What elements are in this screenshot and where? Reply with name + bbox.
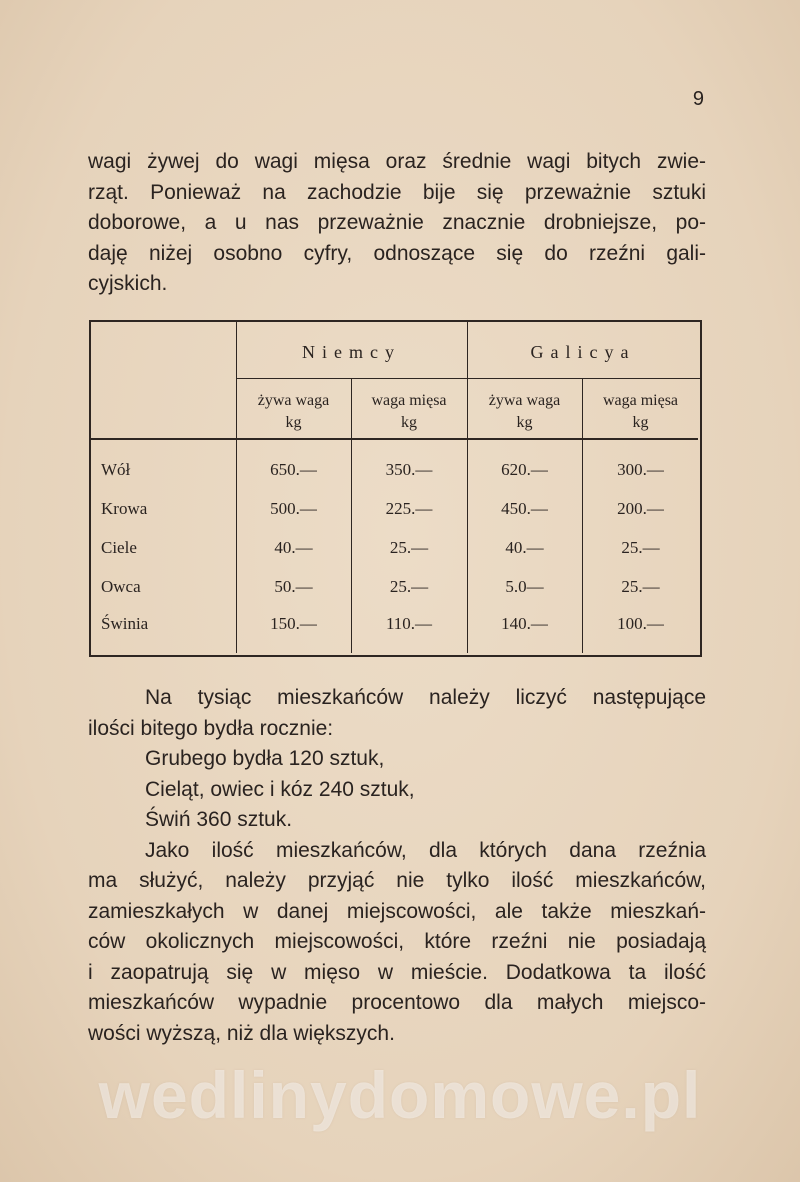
text-line: ma służyć, należy przyjąć nie tylko ilość mieszkańców, bbox=[88, 869, 706, 892]
table-cell: 140.— bbox=[501, 614, 548, 633]
table-cell: 300.— bbox=[617, 460, 664, 479]
text-line: Na tysiąc mieszkańców należy liczyć następujące bbox=[145, 686, 706, 709]
watermark: wedlinydomowe.pl bbox=[98, 1058, 702, 1132]
subheader-unit: kg bbox=[285, 414, 302, 431]
row-label-wol: Wół bbox=[101, 460, 131, 479]
text-line: wagi żywej do wagi mięsa oraz średnie wagi bitych zwie- bbox=[88, 150, 706, 173]
table-cell: 50.— bbox=[274, 577, 313, 596]
text-line: zamieszkałych w danej miejscowości, ale także mieszkań- bbox=[88, 899, 706, 923]
row-label-swinia: Świnia bbox=[101, 614, 149, 633]
text-line: ilości bitego bydła rocznie: bbox=[88, 716, 334, 740]
table-cell: 100.— bbox=[617, 614, 664, 633]
paragraph-main bbox=[88, 683, 706, 1049]
text-line: ców okolicznych miejscowości, które rzeźni nie posiadają bbox=[88, 930, 706, 953]
subheader-line: waga mięsa bbox=[602, 392, 679, 409]
subheader-unit: kg bbox=[516, 414, 533, 431]
table-cell: 225.— bbox=[385, 499, 433, 518]
subheader-cell bbox=[467, 390, 582, 434]
subheader-unit: kg bbox=[632, 414, 649, 431]
subheader-cell bbox=[236, 390, 351, 434]
table-cell: 25.— bbox=[621, 577, 660, 596]
text-line: rząt. Ponieważ na zachodzie bije się przeważnie sztuki bbox=[88, 180, 706, 204]
table-rule bbox=[91, 438, 698, 440]
text-line: cyjskich. bbox=[88, 272, 168, 295]
subheader-unit: kg bbox=[401, 414, 417, 431]
text-line: Grubego bydła 120 sztuk, bbox=[145, 747, 385, 770]
table-cell: 200.— bbox=[617, 499, 664, 518]
table-cell: 450.— bbox=[501, 499, 548, 518]
table-cell: 25.— bbox=[389, 538, 429, 557]
text-line: mieszkańców wypadnie procentowo dla małych miejsco- bbox=[88, 991, 706, 1014]
row-label-owca: Owca bbox=[101, 577, 141, 596]
text-line: Cieląt, owiec i kóz 240 sztuk, bbox=[145, 777, 415, 801]
text-line: Jako ilość mieszkańców, dla których dana rzeźnia bbox=[145, 838, 706, 862]
text-line: doborowe, a u nas przeważnie znacznie drobniejsze, po- bbox=[88, 211, 706, 234]
table-rule bbox=[236, 322, 237, 653]
table-cell: 40.— bbox=[274, 538, 313, 557]
subheader-line: waga mięsa bbox=[371, 392, 447, 409]
table-cell: 25.— bbox=[621, 538, 660, 557]
paragraph-intro bbox=[88, 147, 706, 300]
row-label-ciele: Ciele bbox=[101, 538, 137, 557]
header-niemcy: Niemcy bbox=[302, 342, 401, 362]
text-line: Świń 360 sztuk. bbox=[145, 808, 293, 831]
text-line: i zaopatrują się w mięso w mieście. Dodatkowa ta ilość bbox=[88, 960, 706, 984]
text-line: wości wyższą, niż dla większych. bbox=[88, 1021, 395, 1045]
table-cell: 150.— bbox=[270, 614, 317, 633]
subheader-cell bbox=[351, 390, 467, 434]
weights-table bbox=[89, 320, 702, 657]
table-cell: 350.— bbox=[385, 460, 433, 479]
subheader-cell bbox=[582, 390, 699, 434]
table-cell: 5.0— bbox=[505, 577, 544, 596]
text-line: daję niżej osobno cyfry, odnoszące się do rzeźni gali- bbox=[88, 241, 706, 265]
page-number: 9 bbox=[692, 88, 704, 110]
table-cell: 650.— bbox=[270, 460, 317, 479]
table-cell: 25.— bbox=[389, 577, 429, 596]
table-rule bbox=[236, 378, 700, 379]
table-cell: 500.— bbox=[270, 499, 317, 518]
table-cell: 40.— bbox=[505, 538, 544, 557]
subheader-line: żywa waga bbox=[257, 392, 330, 409]
subheader-line: żywa waga bbox=[488, 392, 561, 409]
header-galicya: Galicya bbox=[530, 342, 636, 362]
row-label-krowa: Krowa bbox=[101, 499, 148, 518]
table-cell: 110.— bbox=[385, 614, 433, 633]
table-cell: 620.— bbox=[501, 460, 548, 479]
